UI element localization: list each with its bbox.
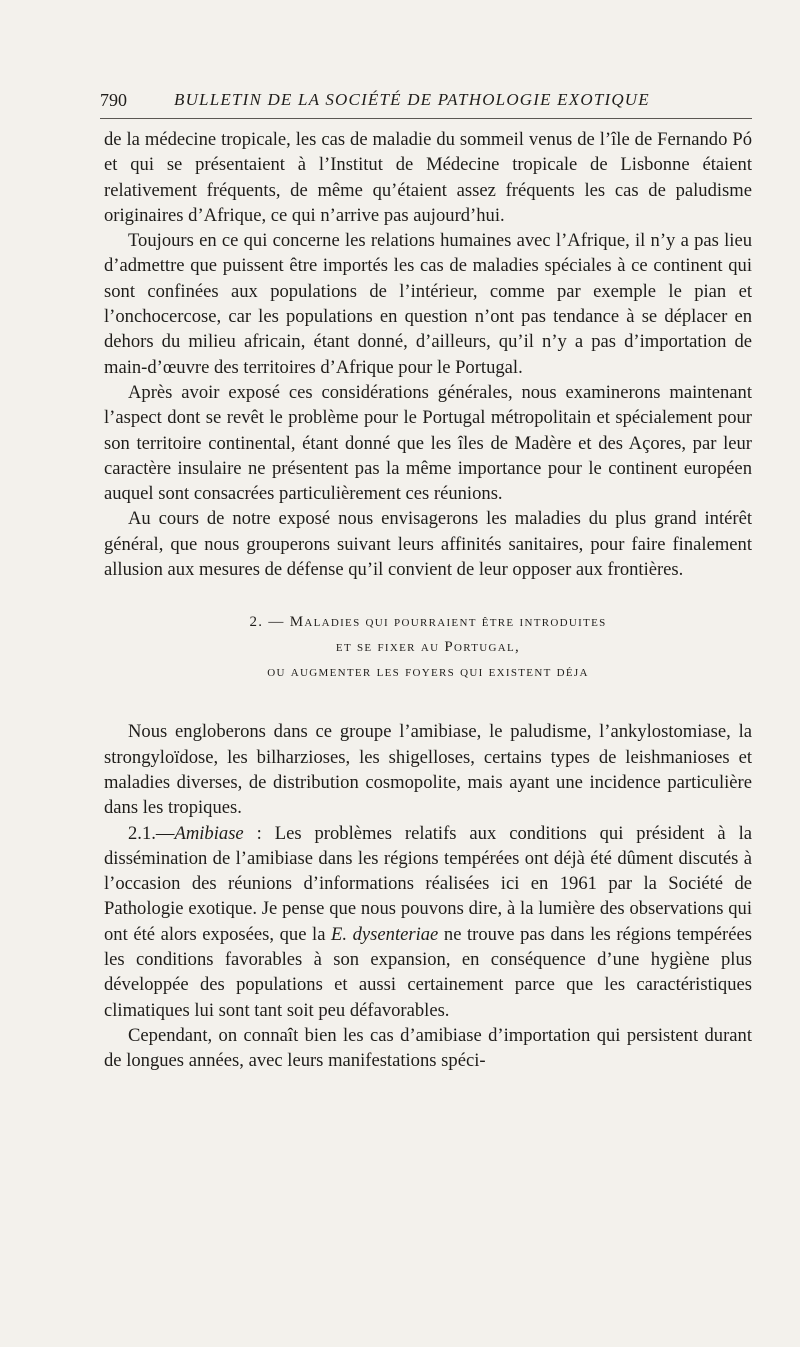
subsection-text-a: : Les problèmes relatifs aux conditions qui président à la dissémination de l’amibiase dans les régions tempérées ont déjà été dûment discutés à l’occasion des réunions d’informations réalisées ici en 1961 par la Société de Pathologie exotique. Je pense que nous pouvons dire, à la lumière des observations qui ont été alors exposées, que la xyxy=(104,822,752,945)
section-paragraph: Nous engloberons dans ce groupe l’amibiase, le paludisme, l’ankylostomiase, la strongyloïdose, les bilharzioses, les shigelloses, certains types de leishmanioses et maladies diverses, de distribution cosmopolite, mais ayant une incidence particulière dans les tropiques. xyxy=(104,721,752,819)
subsection-paragraph xyxy=(104,821,752,1023)
subsection-dash: — xyxy=(155,822,175,844)
page-number: 790 xyxy=(100,90,127,110)
header-rule xyxy=(100,118,752,119)
subsection-text-b: ne trouve pas dans les régions tempérées les conditions favorables à son expansion, en conséquence d’une hygiène plus développée des populations et aussi certainement parce que les caractéristiques climatiques lui sont tant soit peu défavorables. xyxy=(104,923,752,1021)
subsection-title: Amibiase xyxy=(174,822,244,844)
running-head xyxy=(100,88,752,114)
subsection-number: 2.1. xyxy=(128,822,156,844)
paragraph-1: de la médecine tropicale, les cas de maladie du sommeil venus de l’île de Fernando Pó et qui se présentaient à l’Institut de Médecine tropicale de Lisbonne étaient relativement fréquents, de même qu’étaient assez fréquents les cas de paludisme originaires d’Afrique, ce qui n’arrive pas aujourd’hui. xyxy=(104,129,752,226)
paragraph-2: Toujours en ce qui concerne les relations humaines avec l’Afrique, il n’y a pas lieu d’admettre que puissent être importés les cas de maladies spéciales à ce continent qui sont confinées aux populations de l’intérieur, comme par exemple le pian et l’onchocercose, car les populations en question n’ont pas tendance à se déplacer en dehors du milieu africain, étant donné, d’ailleurs, qu’il n’y a pas d’importation de main-d’œuvre des territoires d’Afrique pour le Portugal. xyxy=(104,230,752,378)
section-heading xyxy=(104,610,752,685)
section-heading-line-1: 2. — Maladies qui pourraient être introduites xyxy=(249,614,607,631)
paragraph-3: Après avoir exposé ces considérations générales, nous examinerons maintenant l’aspect dont se revêt le problème pour le Portugal métropolitain et spécialement pour son territoire continental, étant donné que les îles de Madère et des Açores, par leur caractère insulaire ne présentent pas la même importance pour le continent européen auquel sont consacrées particulièrement ces réunions. xyxy=(104,381,752,505)
section-heading-line-2: et se fixer au Portugal, xyxy=(335,639,521,656)
species-name: E. dysenteriae xyxy=(331,923,439,945)
journal-title: BULLETIN DE LA SOCIÉTÉ DE PATHOLOGIE EXOTIQUE xyxy=(174,90,650,109)
section-heading-line-3: ou augmenter les foyers qui existent déja xyxy=(267,664,589,681)
paragraph-4: Au cours de notre exposé nous envisagerons les maladies du plus grand intérêt général, que nous grouperons suivant leurs affinités sanitaires, pour faire finalement allusion aux mesures de défense qu’il convient de leur opposer aux frontières. xyxy=(104,508,752,581)
final-paragraph: Cependant, on connaît bien les cas d’amibiase d’importation qui persistent durant de longues années, avec leurs manifestations spéci- xyxy=(104,1024,752,1072)
body-text xyxy=(104,127,752,1074)
